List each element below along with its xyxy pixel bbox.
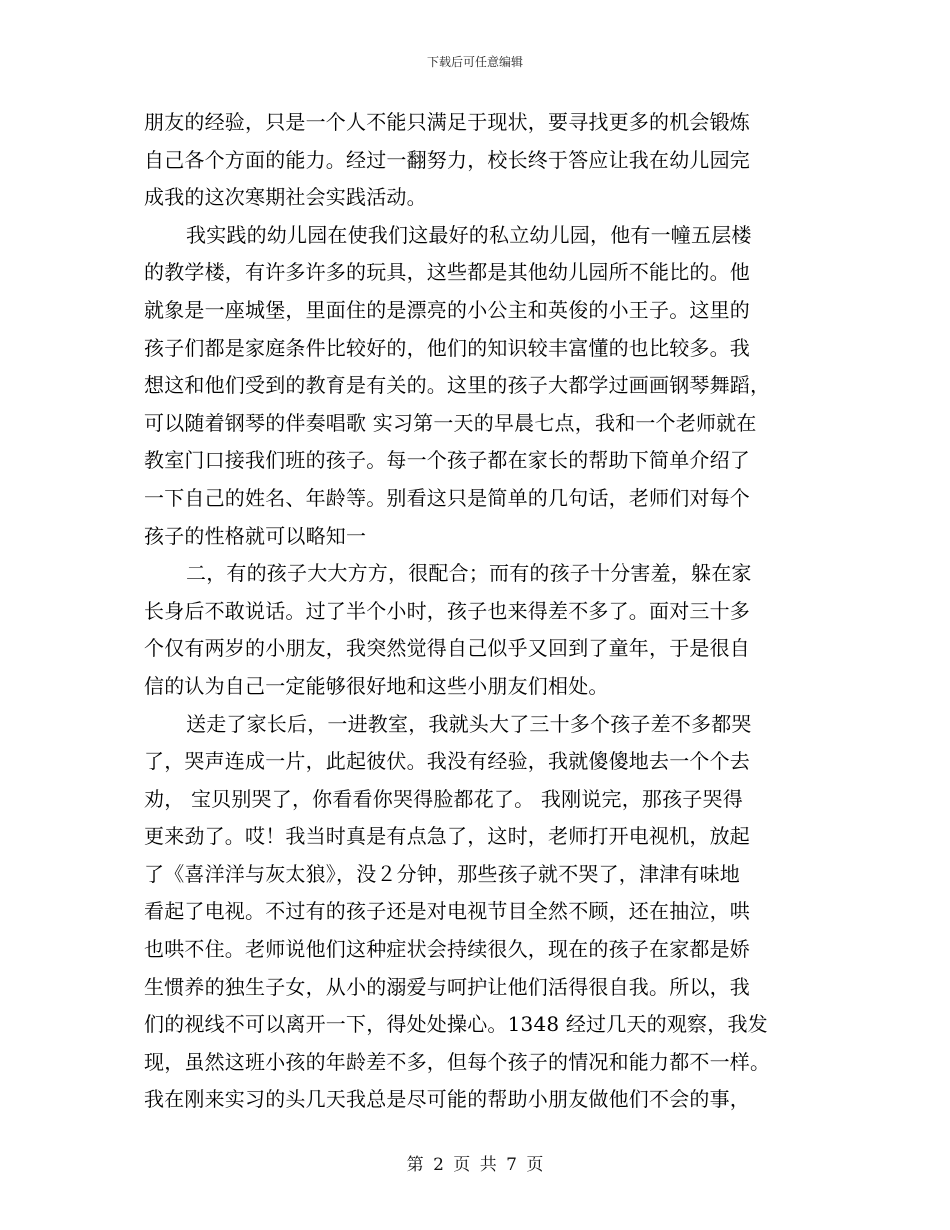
text-line: 更来劲了。哎！我当时真是有点急了，这时，老师打开电视机，放起 — [144, 824, 750, 849]
text-line: 也哄不住。老师说他们这种症状会持续很久，现在的孩子在家都是娇 — [144, 937, 750, 962]
text-line: 长身后不敢说话。过了半个小时，孩子也来得差不多了。面对三十多 — [144, 598, 750, 623]
text-line: 就象是一座城堡，里面住的是漂亮的小公主和英俊的小王子。这里的 — [144, 297, 750, 322]
text-line: 们的视线不可以离开一下，得处处操心。1348 经过几天的观察，我发 — [144, 1012, 768, 1037]
paragraph-2 — [144, 217, 824, 555]
text-line: 教室门口接我们班的孩子。每一个孩子都在家长的帮助下简单介绍了 — [144, 448, 750, 473]
text-line: 了《喜洋洋与灰太狼》，没２分钟，那些孩子就不哭了，津津有味地 — [144, 861, 740, 886]
paragraph-1 — [144, 104, 824, 217]
text-line: 孩子的性格就可以略知一 — [144, 523, 367, 548]
text-line: 自己各个方面的能力。经过一翻努力，校长终于答应让我在幼儿园完 — [144, 147, 750, 172]
text-line: 的教学楼，有许多许多的玩具，这些都是其他幼儿园所不能比的。他 — [144, 260, 750, 285]
text-line: 一下自己的姓名、年龄等。别看这只是简单的几句话，老师们对每个 — [144, 485, 750, 510]
document-body — [144, 104, 824, 1119]
paragraph-3 — [144, 555, 824, 705]
text-line: 我实践的幼儿园在使我们这最好的私立幼儿园，他有一幢五层楼 — [186, 222, 752, 247]
text-line: 二，有的孩子大大方方，很配合；而有的孩子十分害羞，躲在家 — [186, 561, 752, 586]
text-line: 孩子们都是家庭条件比较好的，他们的知识较丰富懂的也比较多。我 — [144, 335, 750, 360]
text-line: 了，哭声连成一片，此起彼伏。我没有经验，我就傻傻地去一个个去 — [144, 749, 750, 774]
text-line: 劝， 宝贝别哭了，你看看你哭得脸都花了。 我刚说完，那孩子哭得 — [144, 786, 743, 811]
text-line: 看起了电视。不过有的孩子还是对电视节目全然不顾，还在抽泣，哄 — [144, 899, 750, 924]
text-line: 朋友的经验，只是一个人不能只满足于现状，要寻找更多的机会锻炼 — [144, 110, 750, 134]
text-line: 生惯养的独生子女，从小的溺爱与呵护让他们活得很自我。所以，我 — [144, 974, 750, 999]
text-line: 我在刚来实习的头几天我总是尽可能的帮助小朋友做他们不会的事， — [144, 1087, 750, 1112]
text-line: 送走了家长后，一进教室，我就头大了三十多个孩子差不多都哭 — [186, 711, 752, 736]
text-line: 现，虽然这班小孩的年龄差不多，但每个孩子的情况和能力都不一样。 — [144, 1049, 771, 1074]
paragraph-4 — [144, 706, 824, 1120]
text-line: 想这和他们受到的教育是有关的。这里的孩子大都学过画画钢琴舞蹈， — [144, 373, 771, 398]
text-line: 信的认为自己一定能够很好地和这些小朋友们相处。 — [144, 673, 609, 698]
text-line: 个仅有两岁的小朋友，我突然觉得自己似乎又回到了童年，于是很自 — [144, 636, 750, 661]
text-line: 成我的这次寒期社会实践活动。 — [144, 185, 427, 210]
text-line: 可以随着钢琴的伴奏唱歌 实习第一天的早晨七点，我和一个老师就在 — [144, 410, 757, 435]
page-number-footer: 第 2 页 共 7 页 — [406, 1155, 544, 1175]
page-header-note: 下载后可任意编辑 — [426, 55, 523, 69]
